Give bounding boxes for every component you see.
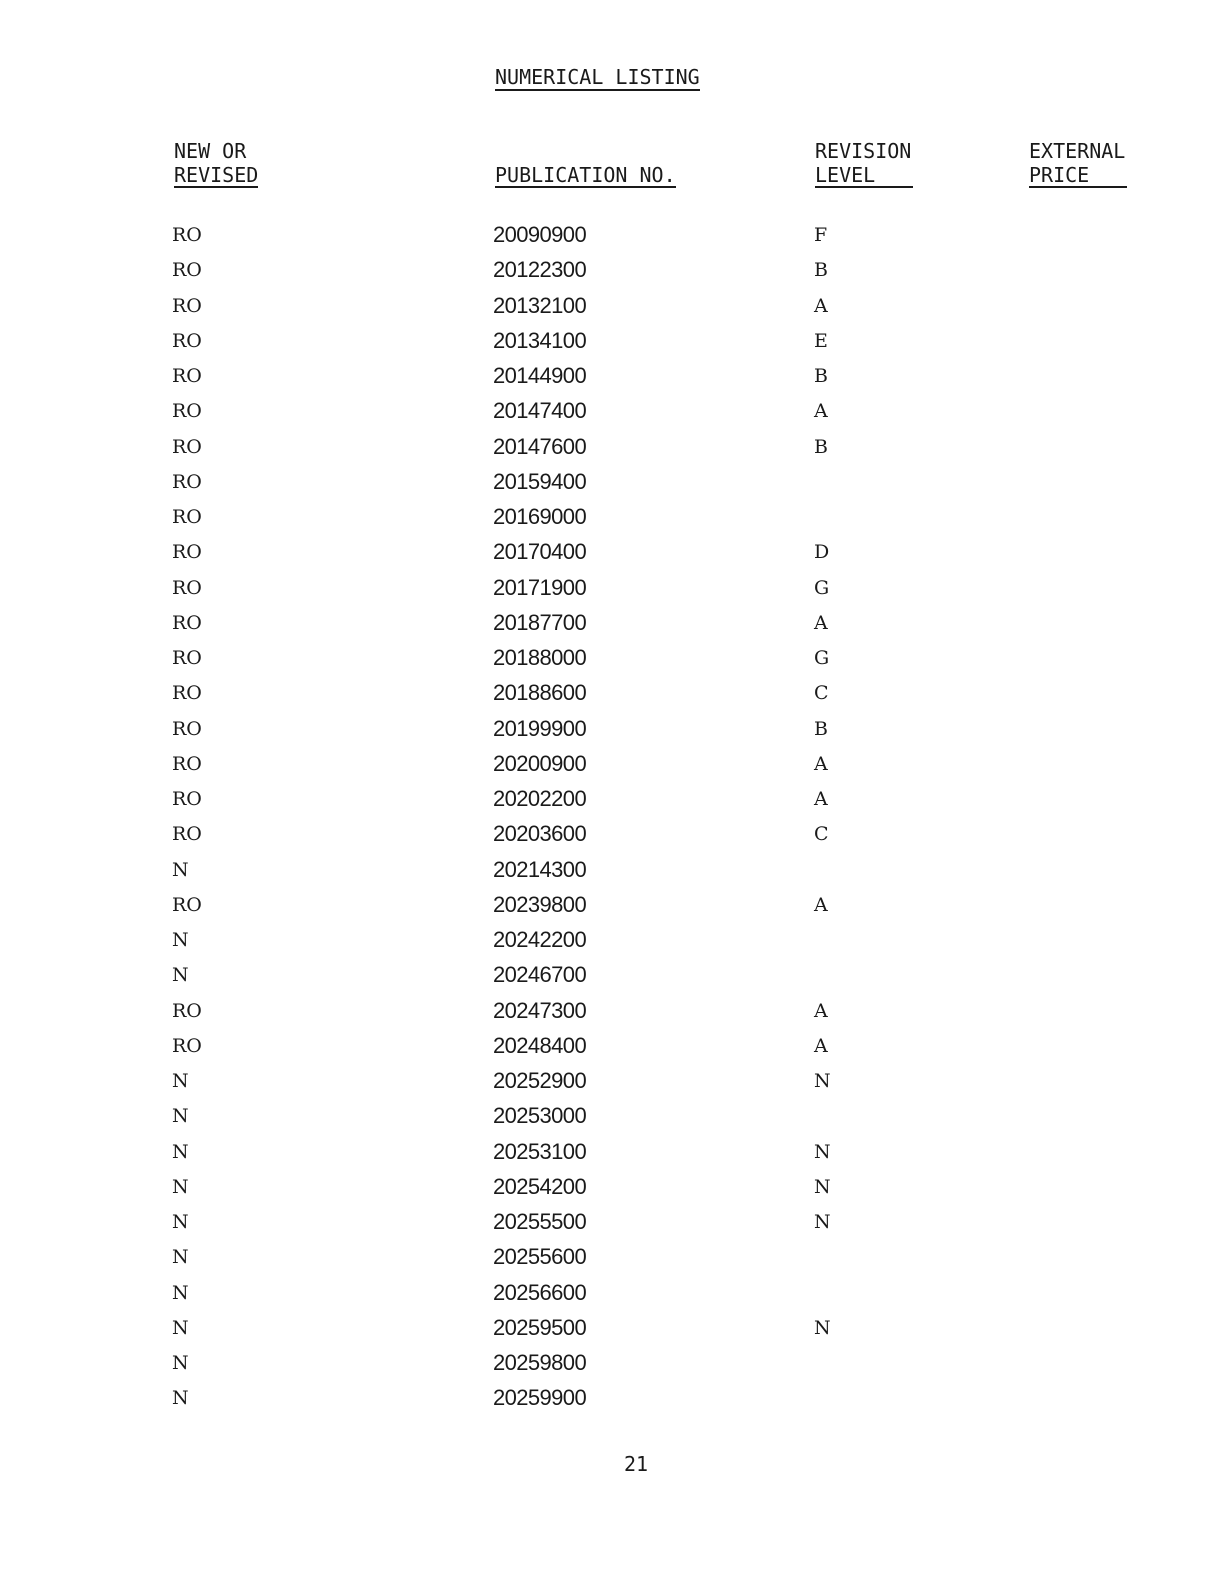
cell-publication-no: 20202200	[493, 786, 587, 811]
cell-publication-no: 20188000	[493, 645, 587, 670]
cell-new-or-revised: RO	[172, 999, 202, 1022]
cell-publication-no: 20144900	[493, 363, 587, 388]
cell-new-or-revised: RO	[172, 470, 202, 493]
cell-publication-no: 20254200	[493, 1173, 587, 1199]
table-row	[0, 539, 1224, 574]
cell-publication-no: 20122300	[493, 257, 587, 283]
table-row	[0, 1139, 1224, 1174]
cell-new-or-revised: RO	[172, 752, 202, 775]
header-external-price-line1: EXTERNAL	[1029, 139, 1126, 163]
cell-new-or-revised: N	[172, 1070, 189, 1092]
cell-publication-no: 20159400	[493, 468, 587, 494]
page-title: NUMERICAL LISTING	[495, 65, 700, 89]
cell-new-or-revised: RO	[172, 576, 202, 599]
table-row	[0, 1068, 1224, 1103]
cell-new-or-revised: RO	[172, 823, 202, 846]
table-row	[0, 222, 1224, 257]
header-external-price	[1029, 139, 1127, 188]
table-row	[0, 1280, 1224, 1315]
cell-revision-level: C	[814, 682, 829, 705]
cell-publication-no: 20259800	[493, 1350, 587, 1375]
cell-new-or-revised: RO	[172, 893, 202, 916]
cell-publication-no: 20147400	[493, 398, 587, 424]
cell-new-or-revised: RO	[172, 400, 202, 423]
cell-new-or-revised: RO	[172, 365, 202, 387]
cell-revision-level: D	[814, 541, 830, 564]
cell-publication-no: 20199900	[493, 715, 587, 741]
table-row	[0, 1315, 1224, 1350]
cell-publication-no: 20203600	[493, 821, 587, 847]
cell-new-or-revised: N	[172, 858, 189, 881]
table-row	[0, 1350, 1224, 1385]
cell-publication-no: 20252900	[493, 1068, 587, 1093]
cell-revision-level: A	[814, 400, 828, 423]
header-external-price-line2: PRICE	[1029, 164, 1127, 188]
header-revision-level-line2: LEVEL	[815, 164, 913, 188]
cell-new-or-revised: RO	[172, 294, 202, 317]
cell-publication-no: 20169000	[493, 504, 587, 529]
table-row	[0, 927, 1224, 962]
cell-revision-level: A	[814, 788, 828, 810]
header-new-or-revised-line2: REVISED	[174, 163, 259, 187]
cell-revision-level: A	[814, 893, 828, 916]
cell-publication-no: 20256600	[493, 1279, 587, 1305]
table-row	[0, 751, 1224, 786]
header-new-or-revised-line1: NEW OR	[174, 139, 247, 163]
table-row	[0, 610, 1224, 645]
header-new-or-revised	[174, 139, 258, 188]
cell-revision-level: N	[814, 1175, 831, 1198]
cell-revision-level: B	[814, 435, 828, 458]
table-row	[0, 962, 1224, 997]
cell-publication-no: 20090900	[493, 222, 587, 247]
cell-revision-level: N	[814, 1211, 831, 1233]
cell-publication-no: 20239800	[493, 891, 587, 917]
table-row	[0, 680, 1224, 715]
cell-revision-level: B	[814, 717, 828, 740]
cell-revision-level: B	[814, 365, 828, 387]
cell-publication-no: 20134100	[493, 327, 587, 353]
cell-new-or-revised: RO	[172, 541, 202, 564]
cell-publication-no: 20187700	[493, 609, 587, 635]
cell-new-or-revised: N	[172, 1105, 189, 1128]
cell-publication-no: 20200900	[493, 750, 587, 776]
cell-revision-level: G	[814, 647, 830, 669]
table-row	[0, 504, 1224, 539]
cell-publication-no: 20259500	[493, 1314, 587, 1340]
cell-new-or-revised: RO	[172, 259, 202, 282]
cell-new-or-revised: N	[172, 1246, 189, 1269]
cell-new-or-revised: N	[172, 1281, 189, 1304]
table-row	[0, 786, 1224, 821]
listing-table	[0, 222, 1224, 1421]
cell-publication-no: 20255500	[493, 1209, 587, 1234]
cell-revision-level: N	[814, 1070, 831, 1092]
table-row	[0, 328, 1224, 363]
table-row	[0, 1174, 1224, 1209]
cell-publication-no: 20188600	[493, 680, 587, 706]
cell-new-or-revised: RO	[172, 611, 202, 634]
cell-new-or-revised: N	[172, 1211, 189, 1233]
cell-new-or-revised: RO	[172, 1034, 202, 1057]
header-revision-level	[815, 139, 913, 188]
cell-publication-no: 20170400	[493, 539, 587, 565]
cell-revision-level: A	[814, 999, 828, 1022]
cell-new-or-revised: N	[172, 1175, 189, 1198]
cell-publication-no: 20242200	[493, 927, 587, 952]
table-row	[0, 1103, 1224, 1138]
cell-new-or-revised: RO	[172, 788, 202, 810]
table-row	[0, 998, 1224, 1033]
cell-new-or-revised: RO	[172, 682, 202, 705]
header-publication-no	[495, 163, 676, 188]
cell-publication-no: 20171900	[493, 574, 587, 600]
cell-new-or-revised: N	[172, 1316, 189, 1339]
table-row	[0, 363, 1224, 398]
table-row	[0, 1385, 1224, 1420]
cell-revision-level: E	[814, 329, 828, 352]
cell-publication-no: 20214300	[493, 856, 587, 882]
table-row	[0, 716, 1224, 751]
cell-new-or-revised: RO	[172, 647, 202, 669]
table-row	[0, 1209, 1224, 1244]
cell-new-or-revised: N	[172, 929, 189, 951]
cell-revision-level: A	[814, 1034, 828, 1057]
table-row	[0, 434, 1224, 469]
cell-new-or-revised: N	[172, 1140, 189, 1163]
cell-publication-no: 20147600	[493, 433, 587, 459]
table-row	[0, 857, 1224, 892]
cell-publication-no: 20247300	[493, 997, 587, 1023]
cell-new-or-revised: RO	[172, 224, 202, 246]
cell-publication-no: 20253100	[493, 1138, 587, 1164]
cell-revision-level: A	[814, 294, 828, 317]
table-row	[0, 469, 1224, 504]
cell-revision-level: A	[814, 611, 828, 634]
cell-publication-no: 20259900	[493, 1385, 587, 1411]
cell-publication-no: 20246700	[493, 962, 587, 988]
table-row	[0, 645, 1224, 680]
table-row	[0, 293, 1224, 328]
cell-revision-level: G	[814, 576, 830, 599]
table-row	[0, 575, 1224, 610]
cell-revision-level: F	[814, 224, 828, 246]
cell-revision-level: C	[814, 823, 829, 846]
cell-publication-no: 20132100	[493, 292, 587, 318]
cell-new-or-revised: RO	[172, 717, 202, 740]
header-publication-no-label: PUBLICATION NO.	[495, 163, 676, 187]
cell-publication-no: 20255600	[493, 1244, 587, 1270]
header-revision-level-line1: REVISION	[815, 139, 912, 163]
table-row	[0, 1033, 1224, 1068]
cell-revision-level: N	[814, 1316, 831, 1339]
cell-new-or-revised: RO	[172, 329, 202, 352]
cell-new-or-revised: RO	[172, 435, 202, 458]
cell-new-or-revised: N	[172, 1387, 189, 1410]
table-row	[0, 821, 1224, 856]
cell-publication-no: 20248400	[493, 1032, 587, 1058]
cell-new-or-revised: N	[172, 964, 189, 987]
table-row	[0, 257, 1224, 292]
table-row	[0, 398, 1224, 433]
table-row	[0, 892, 1224, 927]
cell-new-or-revised: N	[172, 1352, 189, 1374]
cell-revision-level: N	[814, 1140, 831, 1163]
cell-new-or-revised: RO	[172, 506, 202, 528]
table-row	[0, 1244, 1224, 1279]
cell-revision-level: B	[814, 259, 828, 282]
cell-revision-level: A	[814, 752, 828, 775]
cell-publication-no: 20253000	[493, 1103, 587, 1129]
page-number: 21	[624, 1452, 649, 1476]
